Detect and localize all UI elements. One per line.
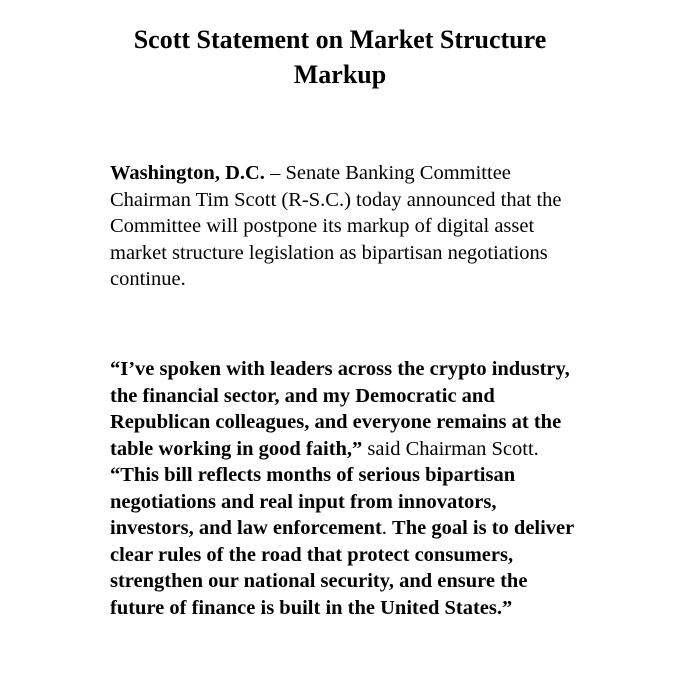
page-title — [90, 22, 590, 92]
title-line-2: Markup — [293, 60, 387, 89]
intro-paragraph — [110, 160, 580, 293]
quote-period: . — [381, 517, 393, 539]
quote-part-2: “This bill reflects months of serious bipartisan negotiations and real input from innovators, investors, and law enforcement — [110, 464, 516, 539]
quote-part-1: “I’ve spoken with leaders across the crypto industry, the financial sector, and my Democratic and Republican colleagues, and everyone remains at the table working in good faith,” — [110, 358, 570, 460]
quote-part-3: The goal is to deliver clear rules of the road that protect consumers, strengthen our national security, and ensure the future of finance is built in the United States.” — [110, 517, 574, 619]
dateline: Washington, D.C. — [110, 162, 265, 184]
title-line-1: Scott Statement on Market Structure — [133, 25, 547, 54]
quote-paragraph — [110, 356, 580, 621]
quote-attribution: said Chairman Scott. — [362, 437, 539, 460]
intro-text: – Senate Banking Committee Chairman Tim Scott (R-S.C.) today announced that the Committee will postpone its markup of digital asset market structure legislation as bipartisan negotiations continue. — [110, 162, 562, 290]
